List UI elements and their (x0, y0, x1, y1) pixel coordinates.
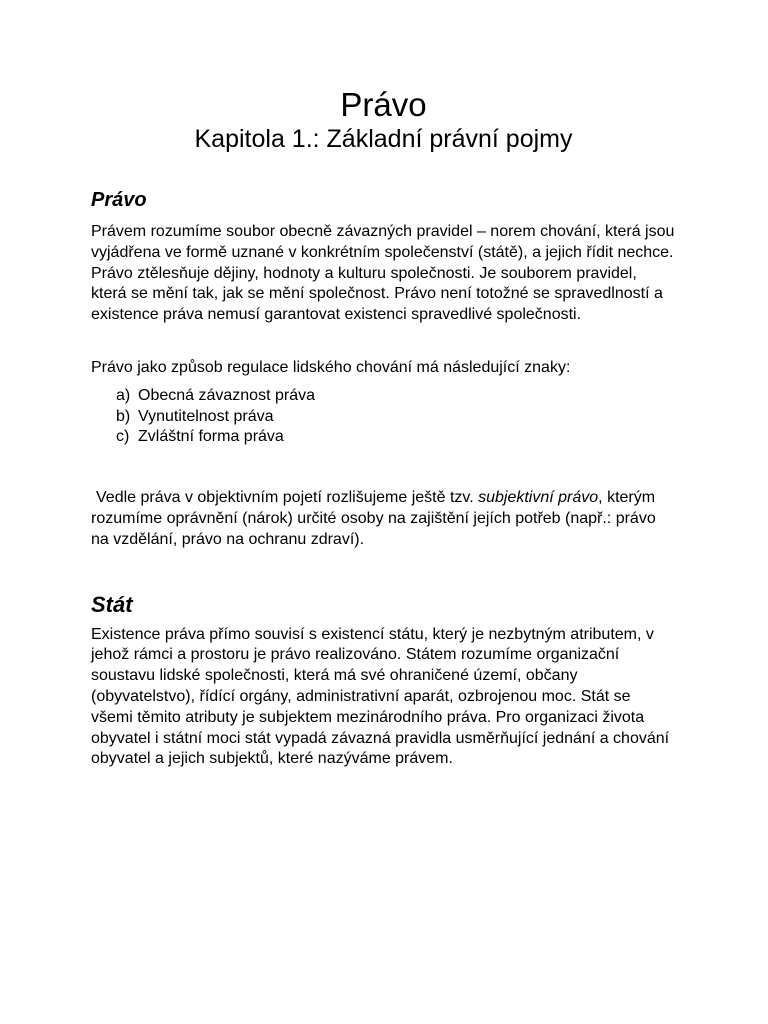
subjective-text-before: Vedle práva v objektivním pojetí rozlišujeme ještě tzv. (96, 489, 479, 507)
pravo-paragraph-subjective (91, 488, 676, 550)
section-divider-space (91, 551, 676, 593)
list-marker: c) (116, 428, 130, 446)
list-item (116, 407, 676, 428)
subjective-term: subjektivní právo (478, 489, 599, 507)
features-list (91, 386, 676, 448)
document-title: Právo (340, 86, 427, 123)
list-marker: a) (116, 386, 131, 404)
pravo-paragraph-definition: Právem rozumíme soubor obecně závazných pravidel – norem chování, která jsou vyjádřena ve formě uznané v konkrétním společenství (státě), a jejich řídit nechce. Právo ztělesňuje dějiny, hodnoty a kulturu společnosti. Je souborem pravidel, která se mění tak, jak se mění společnost. Právo není totožné se spravedlností a existence práva nemusí garantovat existenci spravedlivé společnosti. (91, 223, 675, 324)
section-heading-pravo: Právo (91, 189, 147, 211)
pravo-paragraph-features-intro: Právo jako způsob regulace lidského chování má následující znaky: (91, 358, 571, 376)
stat-paragraph: Existence práva přímo souvisí s existencí státu, který je nezbytným atributem, v jehož rámci a prostoru je právo realizováno. Státem rozumíme organizační soustavu lidské společnosti, která má své ohraničené území, občany (obyvatelstvo), řídící orgány, administrativní aparát, ozbrojenou moc. Stát se všemi těmito atributy je subjektem mezinárodního práva. Pro organizaci života obyvatel i státní moci stát vypadá závazná pravidla usměrňující jednání a chování obyvatel a jejich subjektů, které nazýváme právem. (91, 625, 670, 768)
list-item-text: Vynutitelnost práva (138, 407, 274, 425)
list-item-text: Zvláštní forma práva (138, 428, 284, 446)
section-pravo (91, 188, 676, 551)
document-subtitle: Kapitola 1.: Základní právní pojmy (194, 125, 573, 153)
list-marker: b) (116, 407, 131, 425)
subjective-text-after: , kterým rozumíme oprávnění (nárok) určité osoby na zajištění jejích potřeb (např.: právo na vzdělání, právo na ochranu zdraví). (91, 489, 656, 548)
list-item-text: Obecná závaznost práva (138, 386, 315, 404)
list-item (116, 427, 676, 448)
list-item (116, 386, 676, 407)
section-heading-stat: Stát (91, 591, 133, 617)
section-stat (91, 593, 676, 771)
